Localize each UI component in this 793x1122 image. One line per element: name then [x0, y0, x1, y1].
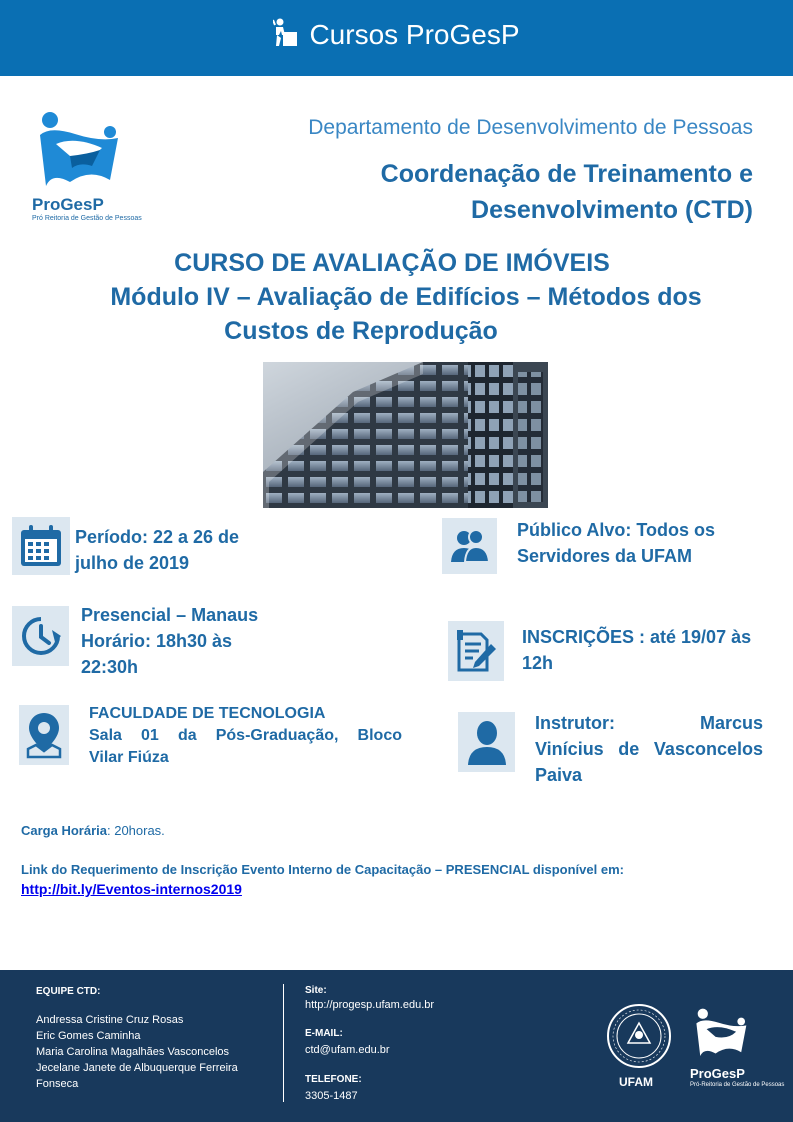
- progesp-footer-label: ProGesP: [690, 1066, 745, 1081]
- person-icon: [466, 719, 508, 765]
- clock-icon-box: [12, 606, 69, 666]
- course-title: CURSO DE AVALIAÇÃO DE IMÓVEIS Módulo IV – Avaliação de Edifícios – Métodos dos Custos de Reprodução: [110, 249, 702, 345]
- registration-link[interactable]: http://bit.ly/Eventos-internos2019: [21, 881, 242, 897]
- ufam-seal-icon: [606, 1003, 672, 1069]
- team-member: Fonseca: [36, 1078, 79, 1090]
- site-label: Site:: [305, 985, 327, 996]
- logo-subtitle: Pró Reitoria de Gestão de Pessoas: [32, 215, 142, 222]
- schedule-text: Presencial – Manaus Horário: 18h30 às 22:30h: [81, 605, 259, 677]
- email-label: E-MAIL:: [305, 1028, 343, 1039]
- calendar-icon-box: [12, 517, 70, 575]
- phone-label: TELEFONE:: [305, 1074, 362, 1085]
- logo-name: ProGesP: [32, 195, 104, 214]
- calendar-icon: [18, 523, 64, 569]
- department-name: Departamento de Desenvolvimento de Pessoas: [308, 116, 753, 139]
- team-member: Maria Carolina Magalhães Vasconcelos: [36, 1046, 230, 1058]
- team-label: EQUIPE CTD:: [36, 986, 101, 997]
- workload-text: Carga Horária: 20horas.: [21, 823, 165, 838]
- registration-text: INSCRIÇÕES : até 19/07 às 12h: [522, 627, 752, 673]
- form-edit-icon: [455, 628, 497, 674]
- instructor-icon-box: [458, 712, 515, 772]
- footer-divider: [283, 984, 284, 1102]
- progesp-figure-icon: [273, 18, 299, 48]
- users-icon: [449, 528, 491, 564]
- progesp-logo: [30, 110, 142, 225]
- ufam-label: UFAM: [619, 1075, 653, 1089]
- audience-icon-box: [442, 518, 497, 574]
- location-icon-box: [19, 705, 69, 765]
- team-list: [36, 1012, 261, 1092]
- audience-text: Público Alvo: Todos os Servidores da UFAM: [517, 520, 715, 566]
- site-url[interactable]: http://progesp.ufam.edu.br: [305, 999, 435, 1011]
- registration-icon-box: [448, 621, 504, 681]
- team-member: Eric Gomes Caminha: [36, 1030, 141, 1042]
- clock-icon: [19, 614, 63, 658]
- email-address[interactable]: ctd@ufam.edu.br: [305, 1044, 390, 1056]
- building-photo: [263, 362, 548, 508]
- team-member: Andressa Cristine Cruz Rosas: [36, 1014, 184, 1026]
- venue-text: FACULDADE DE TECNOLOGIA Sala 01 da Pós-Graduação, Bloco Vilar Fiúza: [89, 705, 402, 766]
- progesp-footer-logo-icon: [690, 1004, 754, 1062]
- progesp-footer-subtitle: Pró-Reitoria de Gestão de Pessoas: [690, 1082, 785, 1088]
- progesp-logo-icon: [30, 110, 130, 190]
- banner-title: Cursos ProGesP: [0, 18, 793, 51]
- period-text: Período: 22 a 26 de julho de 2019: [75, 527, 240, 573]
- coordination-title: Coordenação de Treinamento e Desenvolvimento (CTD): [380, 160, 753, 224]
- registration-link-description: Link do Requerimento de Inscrição Evento Interno de Capacitação – PRESENCIAL disponível em:: [21, 862, 624, 877]
- team-member: Jecelane Janete de Albuquerque Ferreira: [36, 1062, 238, 1074]
- phone-number: 3305-1487: [305, 1090, 358, 1102]
- instructor-text: Instrutor: Marcus Vinícius de Vasconcelos Paiva: [535, 713, 763, 785]
- map-pin-icon: [24, 711, 64, 759]
